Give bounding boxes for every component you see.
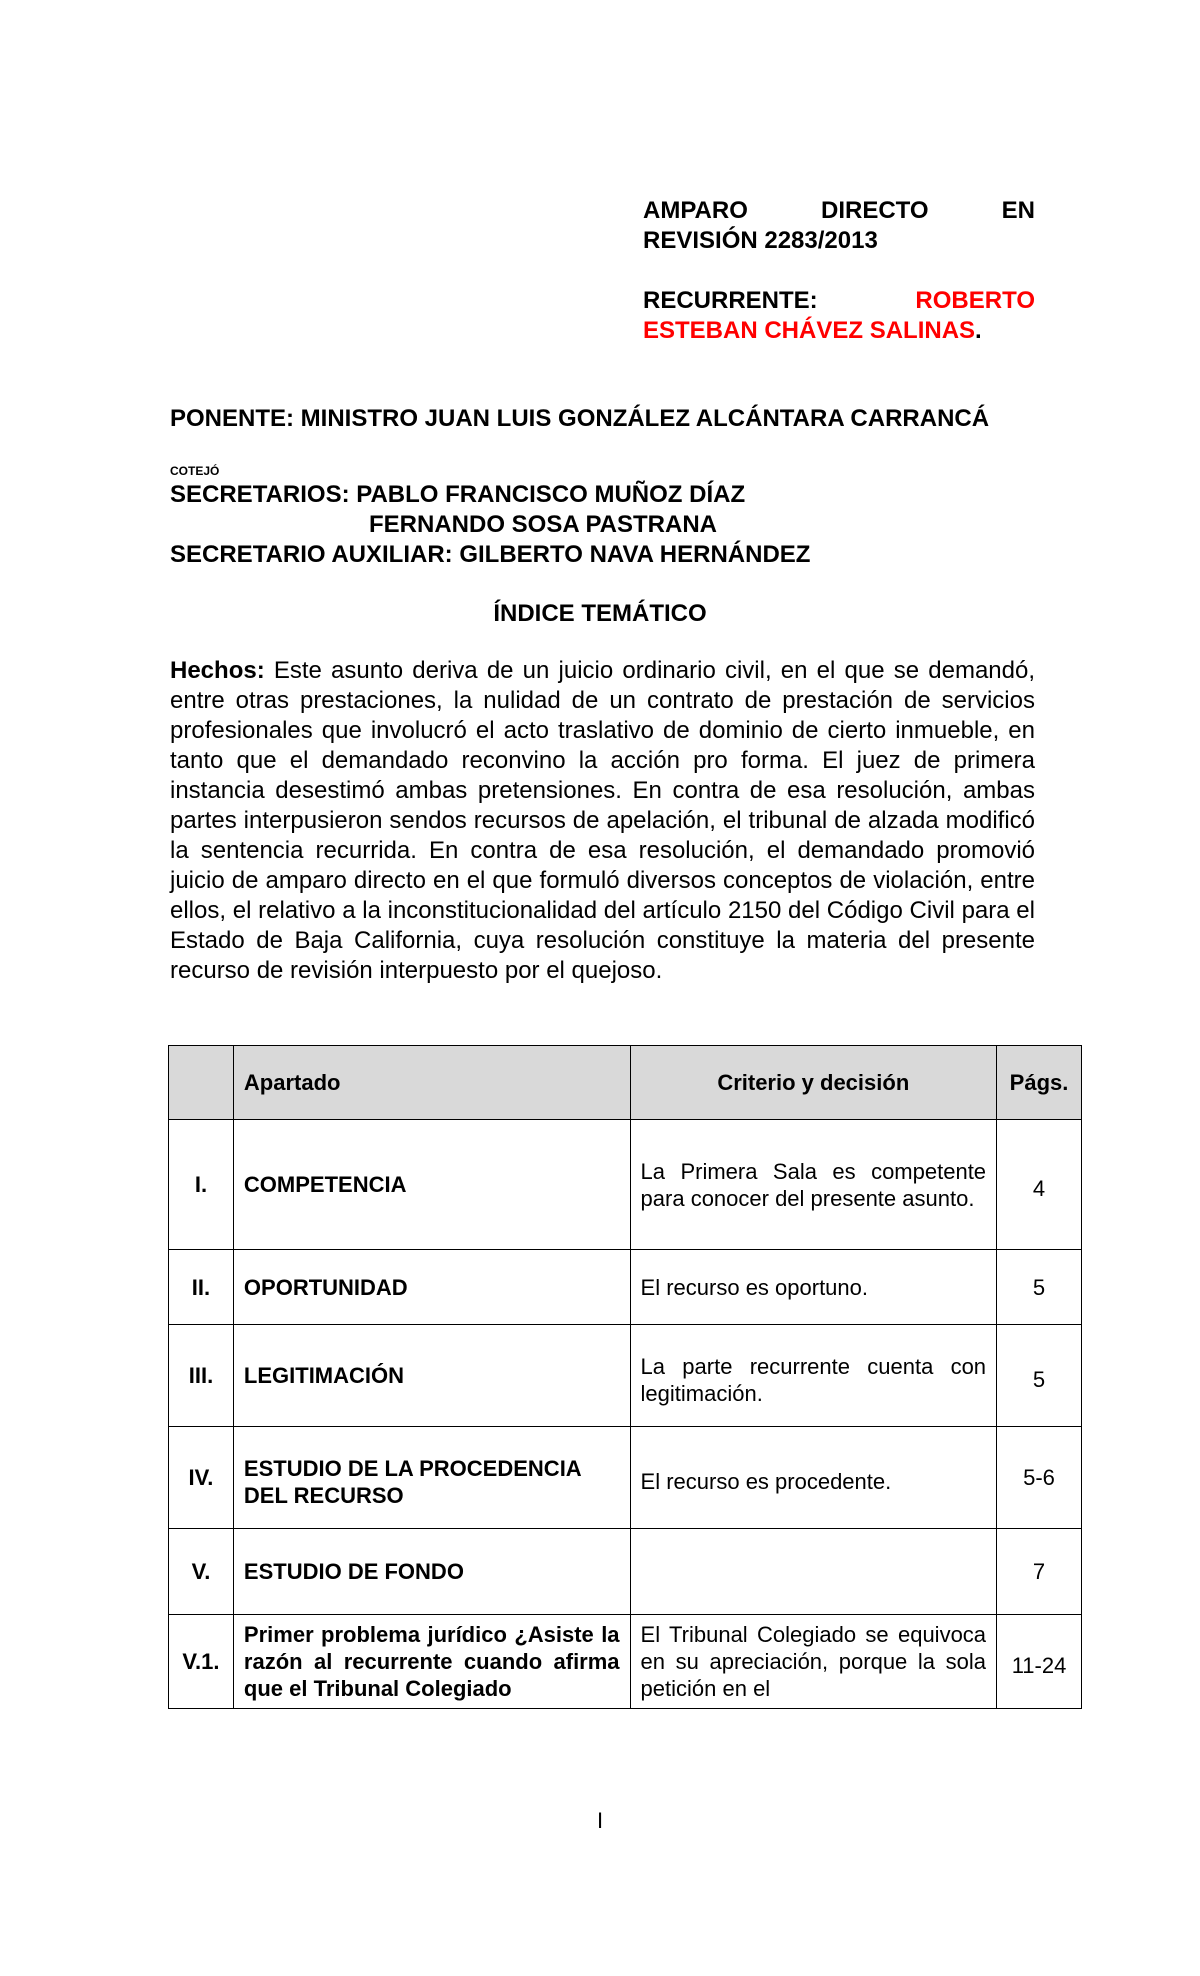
row-criterio: El Tribunal Colegiado se equivoca en su apreciación, porque la sola petición en el [630, 1615, 997, 1709]
row-apartado: Primer problema jurídico ¿Asiste la razón al recurrente cuando afirma que el Tribunal Colegiado [233, 1615, 630, 1709]
secretarios-line-1: SECRETARIOS: PABLO FRANCISCO MUÑOZ DÍAZ [170, 481, 746, 508]
row-pags: 11-24 [997, 1615, 1082, 1709]
row-pags: 5-6 [997, 1427, 1082, 1529]
header-num [169, 1046, 234, 1120]
case-word-directo: DIRECTO [820, 197, 929, 224]
header-criterio: Criterio y decisión [630, 1046, 997, 1120]
hechos-text: Este asunto deriva de un juicio ordinario civil, en el que se demandó, entre otras prestaciones, la nulidad de un contrato de prestación de servicios profesionales que involucró el acto traslativo de dominio de cierto inmueble, en tanto que el demandado reconvino la acción pro forma. El juez de primera instancia desestimó ambas pretensiones. En contra de esa resolución, ambas partes interpusieron sendos recursos de apelación, el tribunal de alzada modificó la sentencia recurrida. En contra de esa resolución, el demandado promovió juicio de amparo directo en el que formuló diversos conceptos de violación, entre ellos, el relativo a la inconstitucionalidad del artículo 2150 del Código Civil para el Estado de Baja California, cuya resolución constituye la materia del presente recurso de revisión interpuesto por el quejoso. [170, 657, 1035, 984]
row-apartado: LEGITIMACIÓN [233, 1325, 630, 1427]
case-line-1 [643, 196, 1035, 226]
row-criterio: El recurso es oportuno. [630, 1250, 997, 1325]
recurrente-period: . [975, 317, 982, 344]
page-number: I [596, 1808, 604, 1833]
row-num: V.1. [169, 1615, 234, 1709]
table-header-row [169, 1046, 1082, 1120]
row-pags: 4 [997, 1120, 1082, 1250]
row-criterio: La parte recurrente cuenta con legitimación. [630, 1325, 997, 1427]
recurrente-label: RECURRENTE: [643, 287, 818, 314]
row-apartado: OPORTUNIDAD [233, 1250, 630, 1325]
row-num: III. [169, 1325, 234, 1427]
table-row [169, 1529, 1082, 1615]
secretarios-block [170, 480, 810, 570]
ponente: PONENTE: MINISTRO JUAN LUIS GONZÁLEZ ALCÁNTARA CARRANCÁ [170, 405, 990, 432]
hechos-label: Hechos: [170, 657, 265, 684]
case-word-amparo: AMPARO [643, 197, 748, 224]
recurrente-line-1 [643, 286, 1035, 316]
row-apartado: COMPETENCIA [233, 1120, 630, 1250]
index-title: ÍNDICE TEMÁTICO [493, 600, 707, 627]
hechos-paragraph [170, 656, 1035, 986]
header-apartado: Apartado [233, 1046, 630, 1120]
row-num: I. [169, 1120, 234, 1250]
header-pags: Págs. [997, 1046, 1082, 1120]
row-criterio [630, 1529, 997, 1615]
recurrente-name-rest: ESTEBAN CHÁVEZ SALINAS [643, 317, 976, 344]
case-header [643, 196, 1035, 346]
secretarios-line-2: FERNANDO SOSA PASTRANA [369, 511, 718, 538]
table-row [169, 1325, 1082, 1427]
table-row [169, 1120, 1082, 1250]
row-apartado: ESTUDIO DE FONDO [233, 1529, 630, 1615]
row-apartado: ESTUDIO DE LA PROCEDENCIA DEL RECURSO [233, 1427, 630, 1529]
row-num: V. [169, 1529, 234, 1615]
row-num: II. [169, 1250, 234, 1325]
row-pags: 5 [997, 1325, 1082, 1427]
table-row [169, 1615, 1082, 1709]
row-num: IV. [169, 1427, 234, 1529]
row-criterio: La Primera Sala es competente para conocer del presente asunto. [630, 1120, 997, 1250]
row-pags: 7 [997, 1529, 1082, 1615]
secretario-auxiliar: SECRETARIO AUXILIAR: GILBERTO NAVA HERNÁNDEZ [170, 541, 811, 568]
cotejo-label: COTEJÓ [170, 464, 220, 478]
index-table [168, 1045, 1082, 1709]
recurrente-name-first: ROBERTO [915, 287, 1035, 314]
case-word-en: EN [1001, 197, 1035, 224]
case-number: REVISIÓN 2283/2013 [643, 227, 878, 254]
table-row [169, 1427, 1082, 1529]
row-pags: 5 [997, 1250, 1082, 1325]
row-criterio: El recurso es procedente. [630, 1427, 997, 1529]
recurrente-line-2 [643, 316, 1035, 346]
table-row [169, 1250, 1082, 1325]
